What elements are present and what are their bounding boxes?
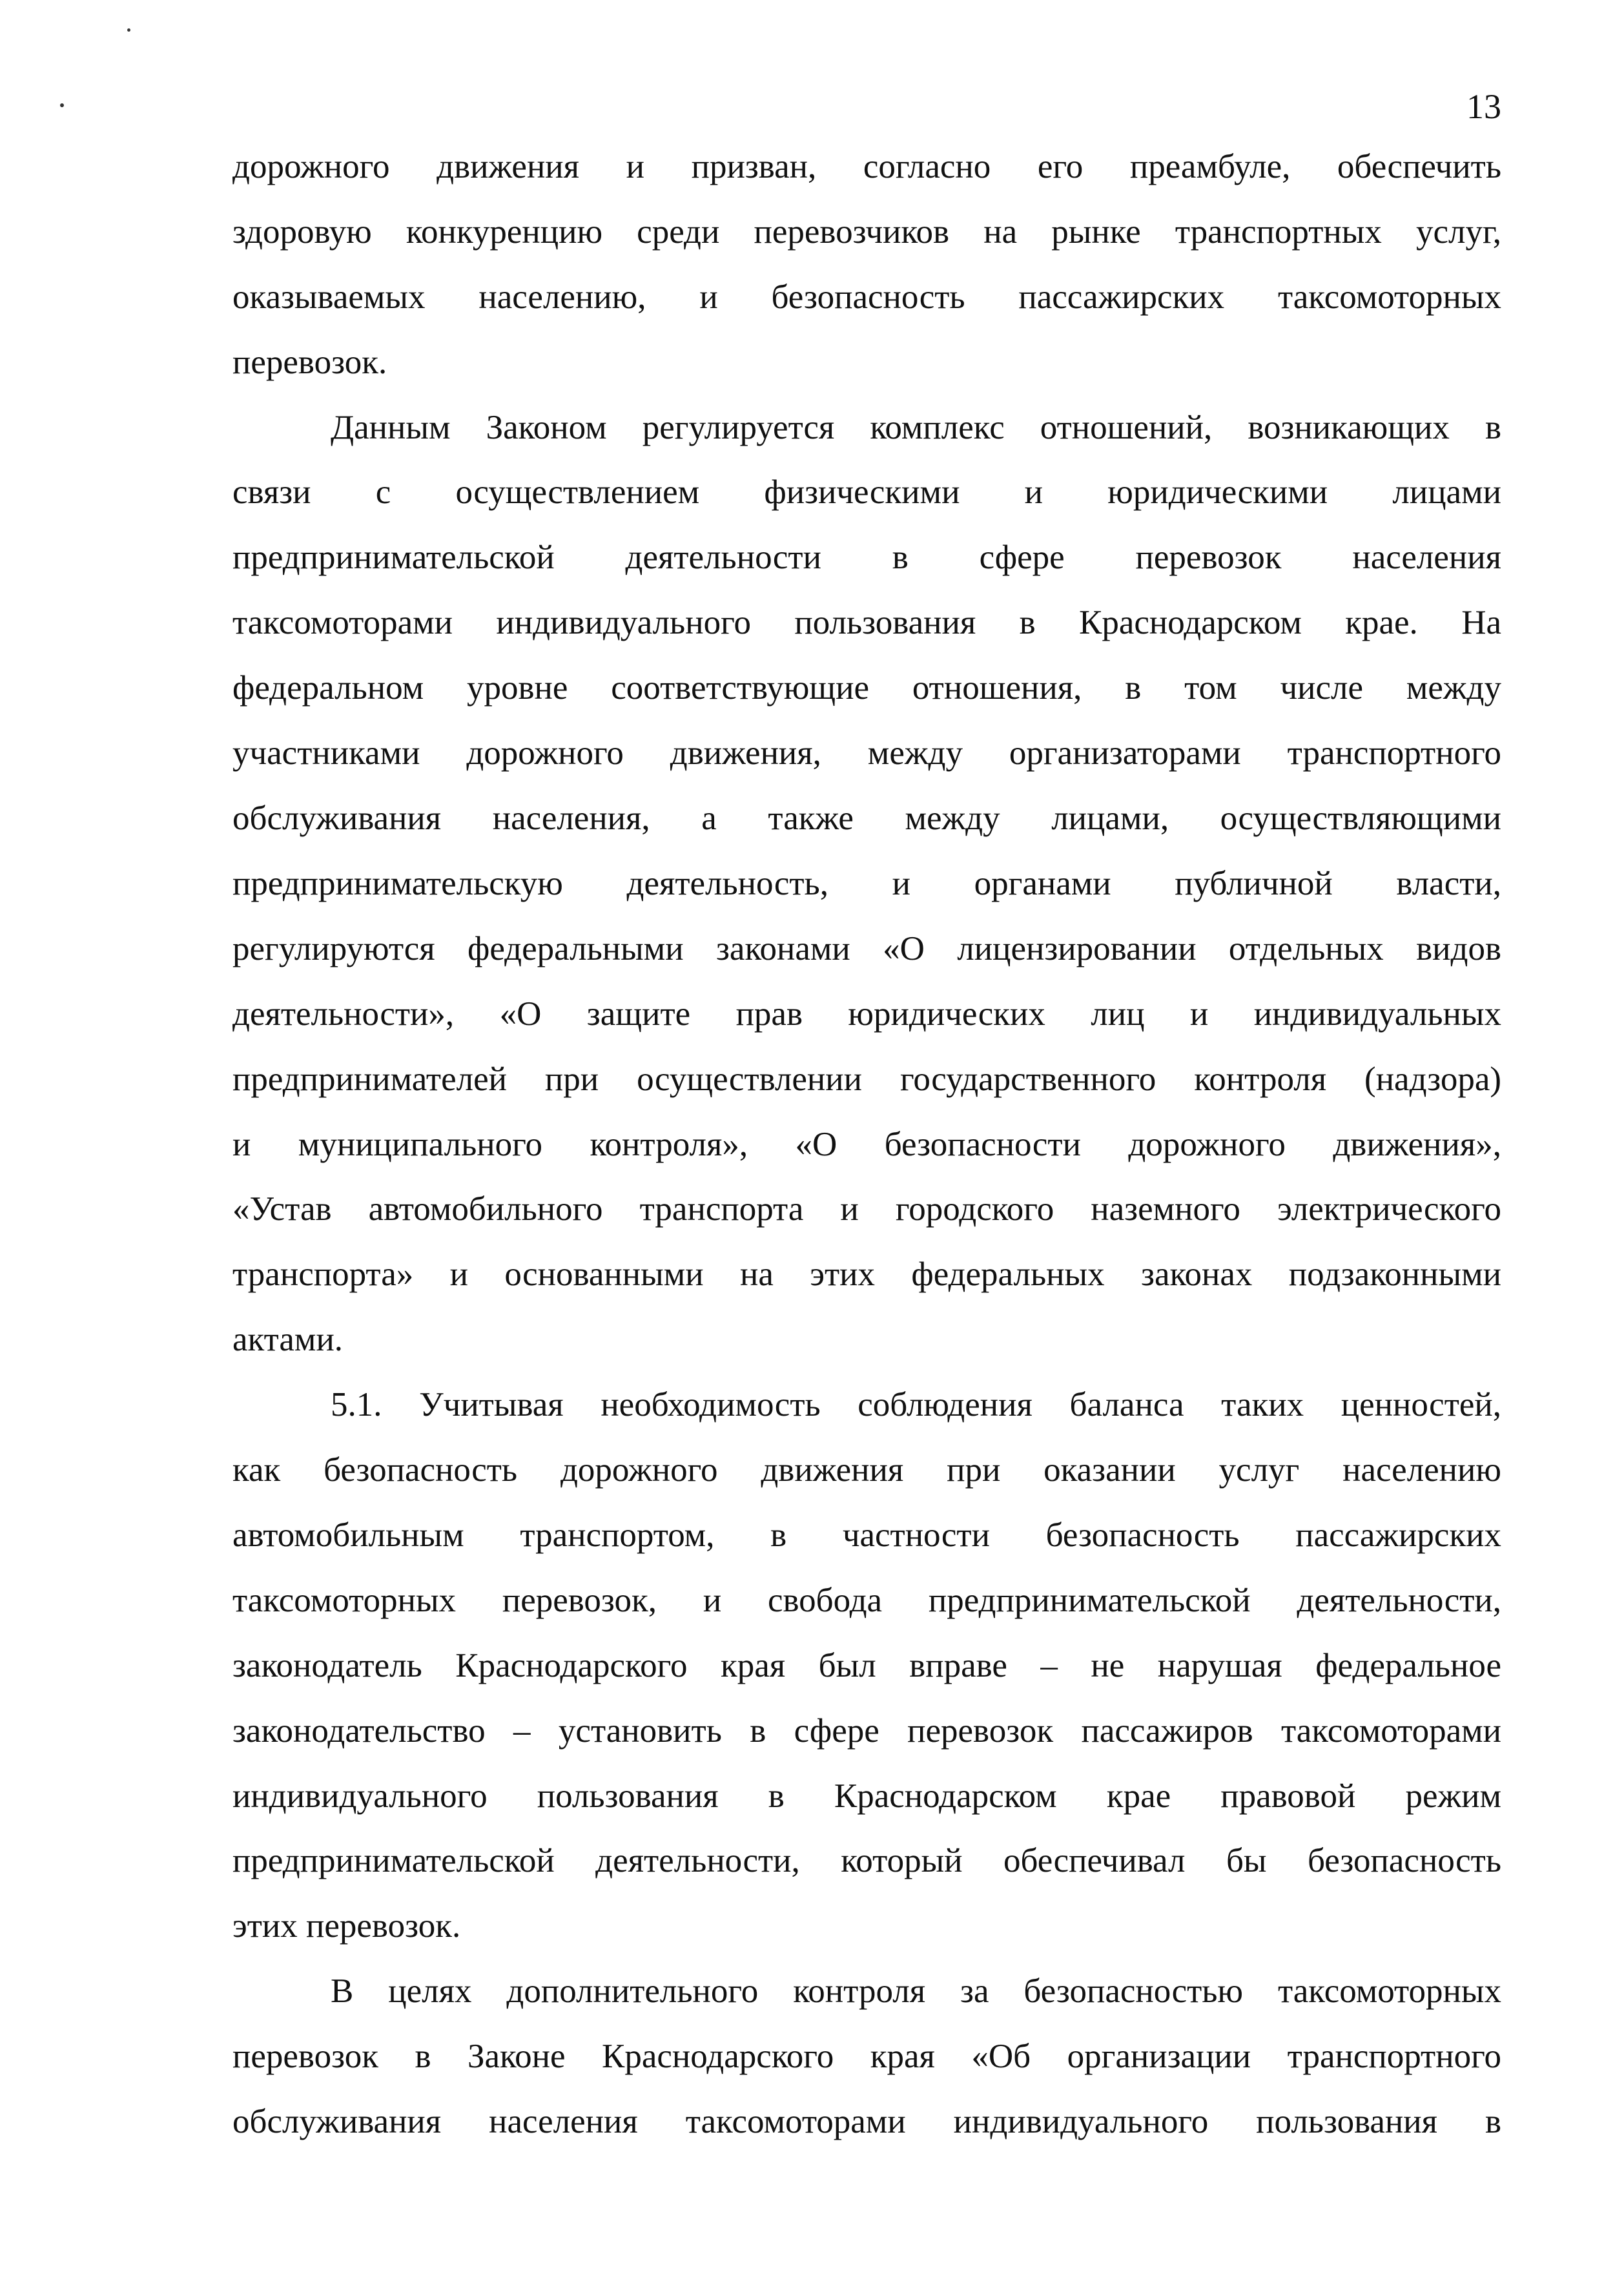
- text-line: «Устав автомобильного транспорта и городского наземного электрического: [232, 1190, 1501, 1228]
- text-line: 5.1. Учитывая необходимость соблюдения баланса таких ценностей,: [331, 1386, 1501, 1423]
- text-line: как безопасность дорожного движения при оказании услуг населению: [232, 1451, 1501, 1489]
- text-line: предпринимателей при осуществлении государственного контроля (надзора): [232, 1060, 1501, 1098]
- text-line: В целях дополнительного контроля за безопасностью таксомоторных: [331, 1972, 1501, 2010]
- text-line: таксомоторами индивидуального пользования в Краснодарском крае. На: [232, 604, 1501, 641]
- text-line: предпринимательской деятельности, который обеспечивал бы безопасность: [232, 1842, 1501, 1879]
- text-line: и муниципального контроля», «О безопасности дорожного движения»,: [232, 1126, 1501, 1163]
- text-line: законодательство – установить в сфере перевозок пассажиров таксомоторами: [232, 1712, 1501, 1750]
- scan-speck: [127, 28, 130, 32]
- text-line: федеральном уровне соответствующие отношения, в том числе между: [232, 669, 1501, 707]
- text-line: перевозок.: [232, 344, 387, 381]
- text-line: перевозок в Законе Краснодарского края «Об организации транспортного: [232, 2038, 1501, 2075]
- text-line: деятельности», «О защите прав юридических лиц и индивидуальных: [232, 995, 1501, 1033]
- text-line: Данным Законом регулируется комплекс отношений, возникающих в: [331, 409, 1501, 446]
- text-line: предпринимательскую деятельность, и органами публичной власти,: [232, 865, 1501, 902]
- scan-speck: [60, 103, 64, 107]
- text-line: этих перевозок.: [232, 1907, 461, 1945]
- text-line: таксомоторных перевозок, и свобода предпринимательской деятельности,: [232, 1582, 1501, 1619]
- text-line: обслуживания населения, а также между лицами, осуществляющими: [232, 800, 1501, 837]
- text-line: обслуживания населения таксомоторами индивидуального пользования в: [232, 2103, 1501, 2140]
- text-line: транспорта» и основанными на этих федеральных законах подзаконными: [232, 1256, 1501, 1293]
- text-line: предпринимательской деятельности в сфере перевозок населения: [232, 539, 1501, 576]
- text-line: регулируются федеральными законами «О лицензировании отдельных видов: [232, 930, 1501, 967]
- text-line: связи с осуществлением физическими и юридическими лицами: [232, 473, 1501, 511]
- text-line: оказываемых населению, и безопасность пассажирских таксомоторных: [232, 278, 1501, 316]
- text-line: законодатель Краснодарского края был вправе – не нарушая федеральное: [232, 1647, 1501, 1684]
- page-number: 13: [1466, 87, 1501, 126]
- text-line: индивидуального пользования в Краснодарском крае правовой режим: [232, 1777, 1501, 1815]
- text-line: автомобильным транспортом, в частности безопасность пассажирских: [232, 1516, 1501, 1554]
- text-line: дорожного движения и призван, согласно его преамбуле, обеспечить: [232, 148, 1501, 185]
- text-line: здоровую конкуренцию среди перевозчиков на рынке транспортных услуг,: [232, 213, 1501, 251]
- text-line: участниками дорожного движения, между организаторами транспортного: [232, 734, 1501, 772]
- text-line: актами.: [232, 1321, 344, 1358]
